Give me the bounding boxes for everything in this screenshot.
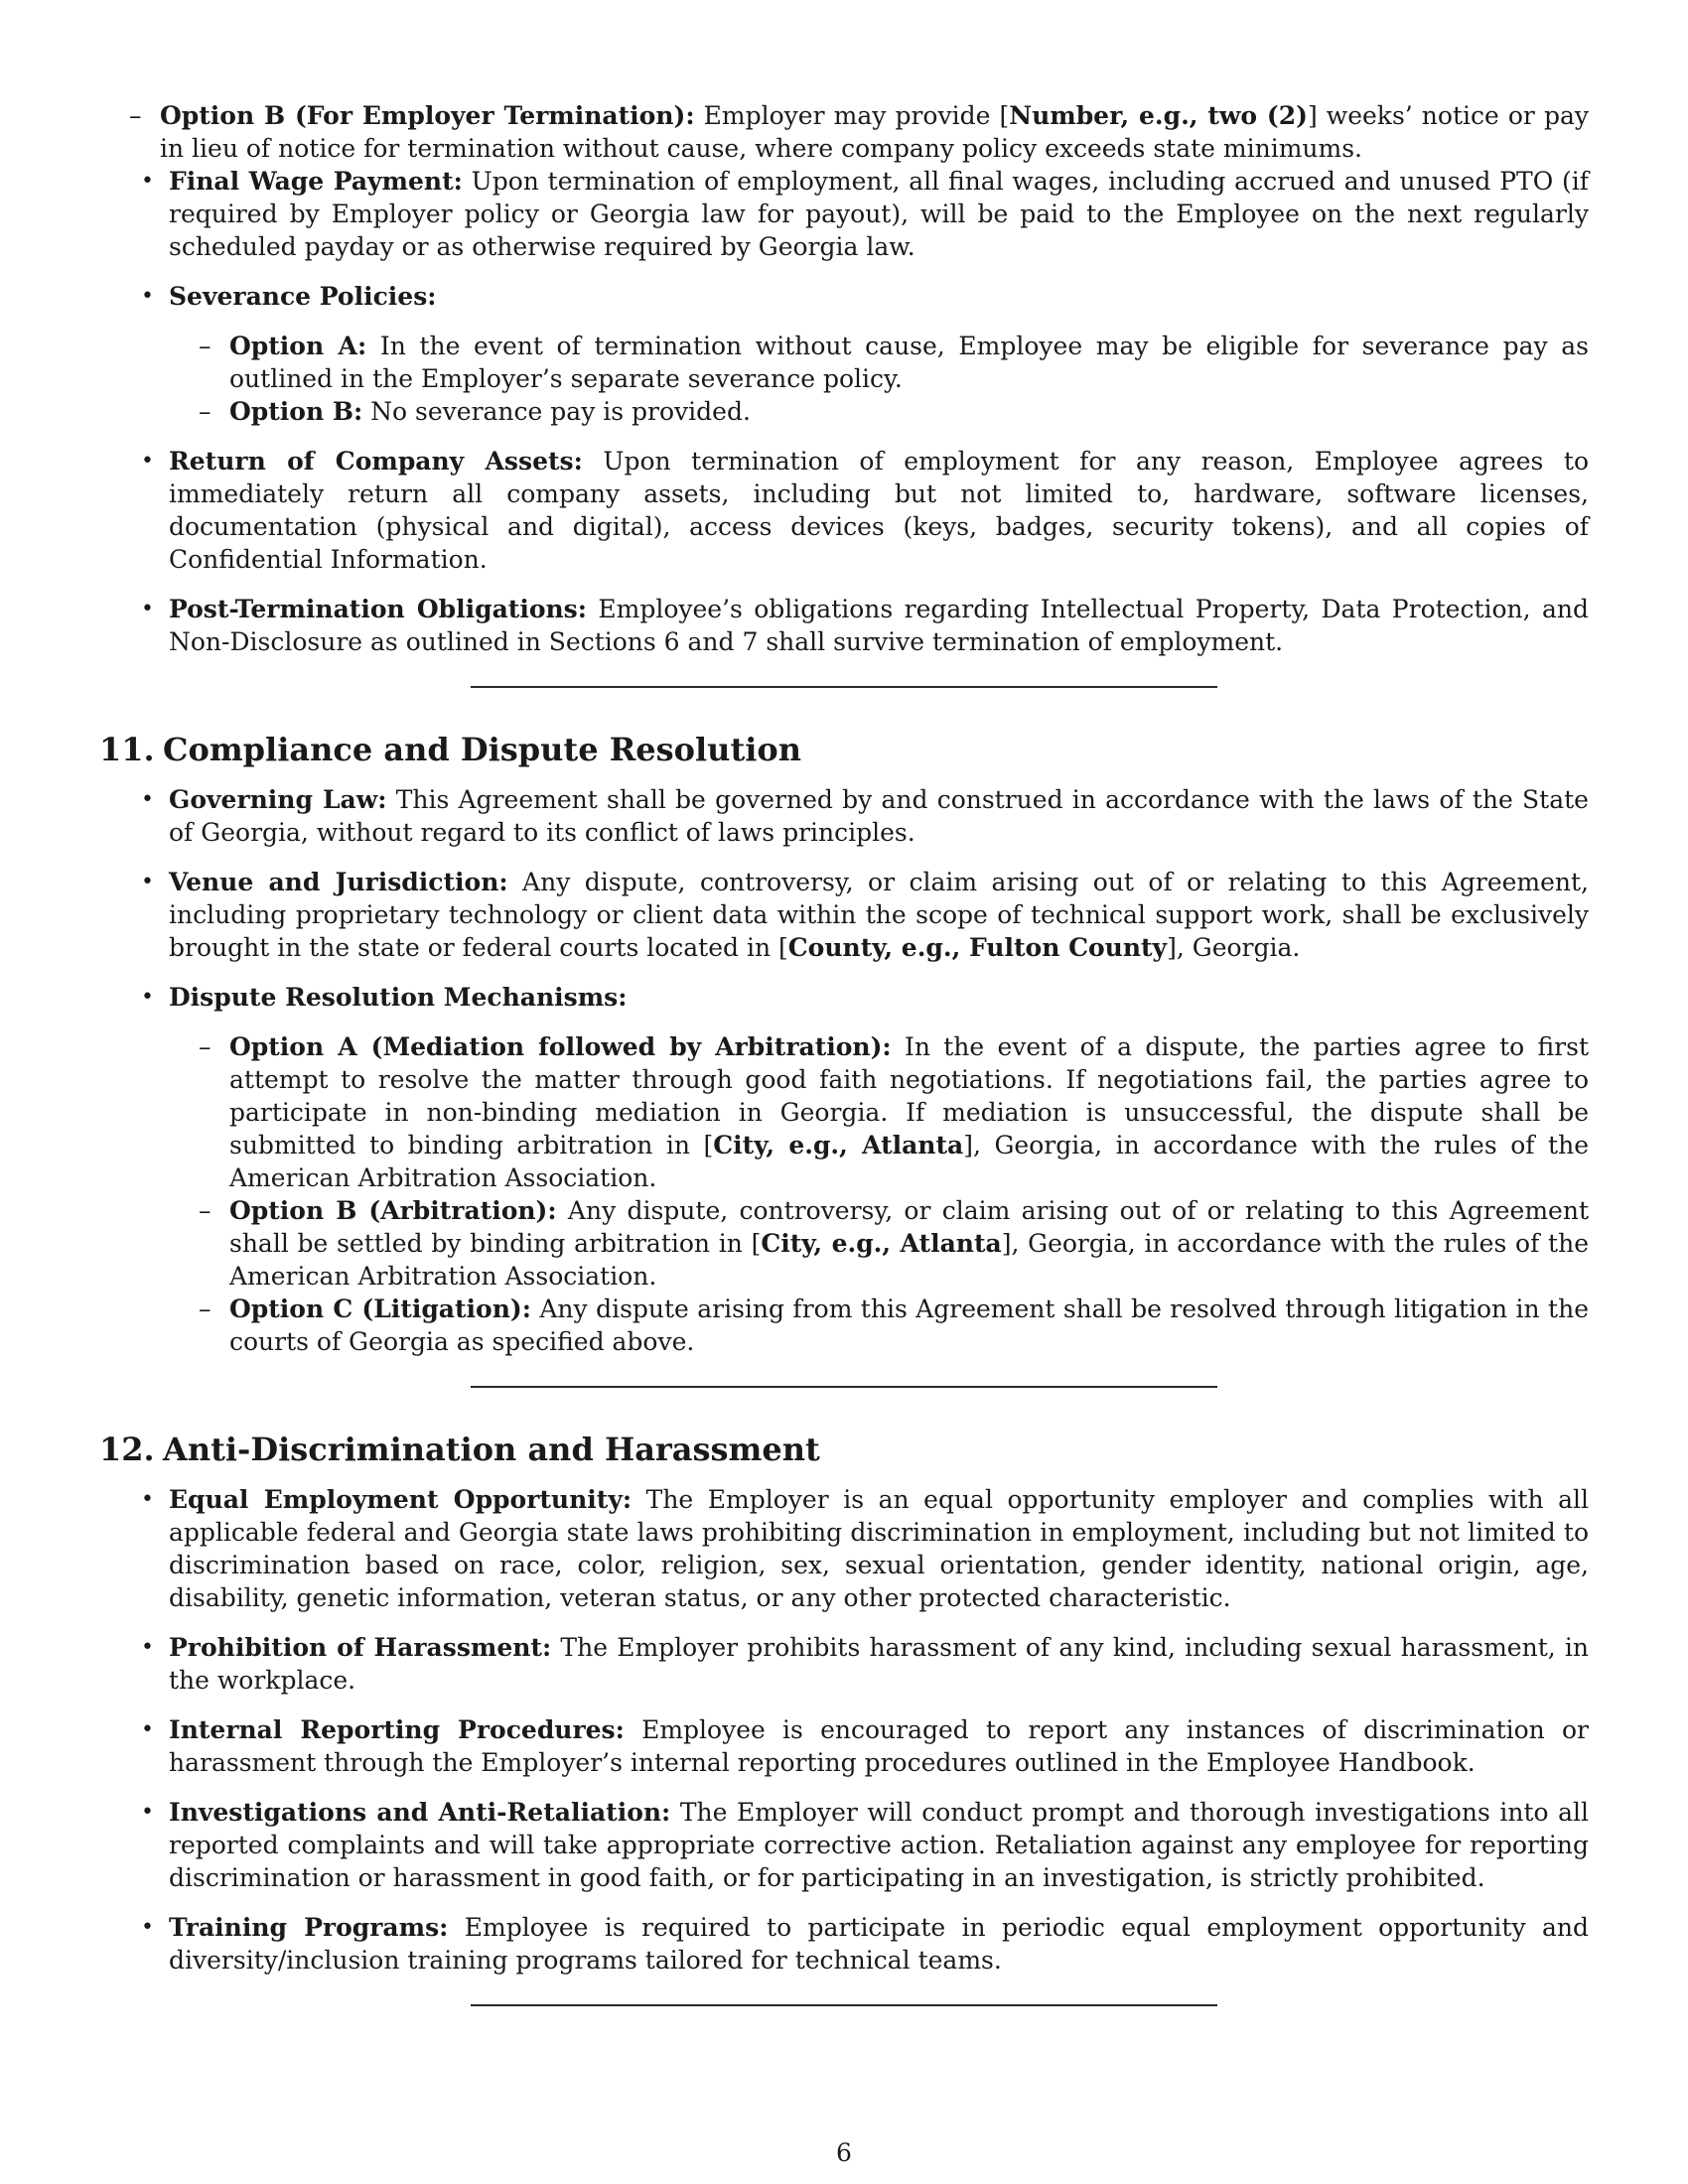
list-item-training: • Training Programs: Employee is required to participate in periodic equal employment opportunity and diversity/inclusion training programs tailored for technical teams. — [99, 1911, 1589, 1977]
item-label: Training Programs: — [169, 1913, 449, 1942]
item-label: Governing Law: — [169, 785, 387, 814]
list-item-post-termination: • Post-Termination Obligations: Employee’s obligations regarding Intellectual Property, Data Protection, and Non-Disclosure as outlined in Sections 6 and 7 shall survive termination of employment. — [99, 593, 1589, 658]
section-divider — [471, 686, 1217, 688]
item-label: Investigations and Anti-Retaliation: — [169, 1798, 671, 1827]
placeholder-field: City, e.g., Atlanta — [713, 1131, 964, 1160]
list-item-governing-law: • Governing Law: This Agreement shall be governed by and construed in accordance with the laws of the State of Georgia, without regard to its conflict of laws principles. — [99, 783, 1589, 849]
item-label: Dispute Resolution Mechanisms: — [169, 983, 628, 1012]
list-item-investigations: • Investigations and Anti-Retaliation: The Employer will conduct prompt and thorough investigations into all reported complaints and will take appropriate corrective action. Retaliation against any employee for reporting discrimination or harassment in good faith, or for participating in an investigation, is strictly prohibited. — [99, 1796, 1589, 1894]
dispute-option-a: – Option A (Mediation followed by Arbitration): In the event of a dispute, the parties agree to first attempt to resolve the matter through good faith negotiations. If negotiations fail, the parties agree to participate in non-binding mediation in Georgia. If mediation is unsuccessful, the dispute shall be submitted to binding arbitration in [City, e.g., Atlanta], Georgia, in accordance with the rules of the American Arbitration Association. — [169, 1030, 1589, 1194]
list-item-final-wage: • Final Wage Payment: Upon termination of employment, all final wages, including accrued and unused PTO (if required by Employer policy or Georgia law for payout), will be paid to the Employee on the next regularly scheduled payday or as otherwise required by Georgia law. — [99, 165, 1589, 263]
option-label: Option B: — [229, 397, 363, 426]
option-b-employer-termination: – Option B (For Employer Termination): Employer may provide [Number, e.g., two (2)] weeks’ notice or pay in lieu of notice for termination without cause, where company policy exceeds state minimums. — [99, 99, 1589, 165]
section-title: Compliance and Dispute Resolution — [163, 731, 801, 768]
list-item-reporting: • Internal Reporting Procedures: Employee is encouraged to report any instances of discrimination or harassment through the Employer’s internal reporting procedures outlined in the Employee Handbook. — [99, 1713, 1589, 1779]
page-number: 6 — [836, 2138, 852, 2167]
option-label: Option A (Mediation followed by Arbitration): — [229, 1032, 892, 1061]
option-label: Option B (For Employer Termination): — [160, 101, 695, 130]
termination-notice-options — [99, 99, 1589, 165]
severance-options — [169, 330, 1589, 428]
compliance-list — [99, 783, 1589, 1358]
list-item-venue: • Venue and Jurisdiction: Any dispute, controversy, or claim arising out of or relating to this Agreement, including proprietary technology or client data within the scope of technical support work, shall be exclusively brought in the state or federal courts located in [County, e.g., Fulton County], Georgia. — [99, 866, 1589, 964]
dispute-options — [169, 1030, 1589, 1358]
placeholder-field: County, e.g., Fulton County — [787, 933, 1168, 962]
termination-list — [99, 165, 1589, 658]
anti-discrimination-list — [99, 1483, 1589, 1977]
option-label: Option C (Litigation): — [229, 1295, 531, 1323]
list-item-eeo: • Equal Employment Opportunity: The Employer is an equal opportunity employer and complies with all applicable federal and Georgia state laws prohibiting discrimination in employment, including but not limited to discrimination based on race, color, religion, sex, sexual orientation, gender identity, national origin, age, disability, genetic information, veteran status, or any other protected characteristic. — [99, 1483, 1589, 1614]
dispute-option-c: – Option C (Litigation): Any dispute arising from this Agreement shall be resolved through litigation in the courts of Georgia as specified above. — [169, 1293, 1589, 1358]
severance-option-a: – Option A: In the event of termination without cause, Employee may be eligible for severance pay as outlined in the Employer’s separate severance policy. — [169, 330, 1589, 395]
section-number: 11. — [99, 731, 155, 768]
item-label: Final Wage Payment: — [169, 167, 463, 196]
page-content — [99, 99, 1589, 2006]
option-label: Option A: — [229, 332, 367, 360]
item-label: Internal Reporting Procedures: — [169, 1715, 625, 1744]
item-label: Return of Company Assets: — [169, 447, 583, 476]
section-divider — [471, 2004, 1217, 2006]
section-title: Anti-Discrimination and Harassment — [163, 1431, 820, 1468]
item-label: Equal Employment Opportunity: — [169, 1485, 633, 1514]
section-divider — [471, 1386, 1217, 1388]
option-label: Option B (Arbitration): — [229, 1196, 557, 1225]
section-number: 12. — [99, 1431, 155, 1468]
item-label: Severance Policies: — [169, 282, 437, 311]
section-11-heading — [99, 730, 1589, 769]
list-item-dispute-resolution — [99, 981, 1589, 1358]
placeholder-field: City, e.g., Atlanta — [761, 1229, 1002, 1258]
list-item-harassment: • Prohibition of Harassment: The Employer prohibits harassment of any kind, including sexual harassment, in the workplace. — [99, 1631, 1589, 1697]
list-item-severance — [99, 280, 1589, 428]
section-12-heading — [99, 1430, 1589, 1469]
dispute-option-b: – Option B (Arbitration): Any dispute, controversy, or claim arising out of or relating to this Agreement shall be settled by binding arbitration in [City, e.g., Atlanta], Georgia, in accordance with the rules of the American Arbitration Association. — [169, 1194, 1589, 1293]
item-label: Venue and Jurisdiction: — [169, 868, 508, 896]
item-label: Prohibition of Harassment: — [169, 1633, 552, 1662]
placeholder-field: Number, e.g., two (2) — [1009, 101, 1308, 130]
severance-option-b: – Option B: No severance pay is provided. — [169, 395, 1589, 428]
item-label: Post-Termination Obligations: — [169, 595, 587, 623]
list-item-return-assets: • Return of Company Assets: Upon termination of employment for any reason, Employee agrees to immediately return all company assets, including but not limited to, hardware, software licenses, documentation (physical and digital), access devices (keys, badges, security tokens), and all copies of Confidential Information. — [99, 445, 1589, 576]
